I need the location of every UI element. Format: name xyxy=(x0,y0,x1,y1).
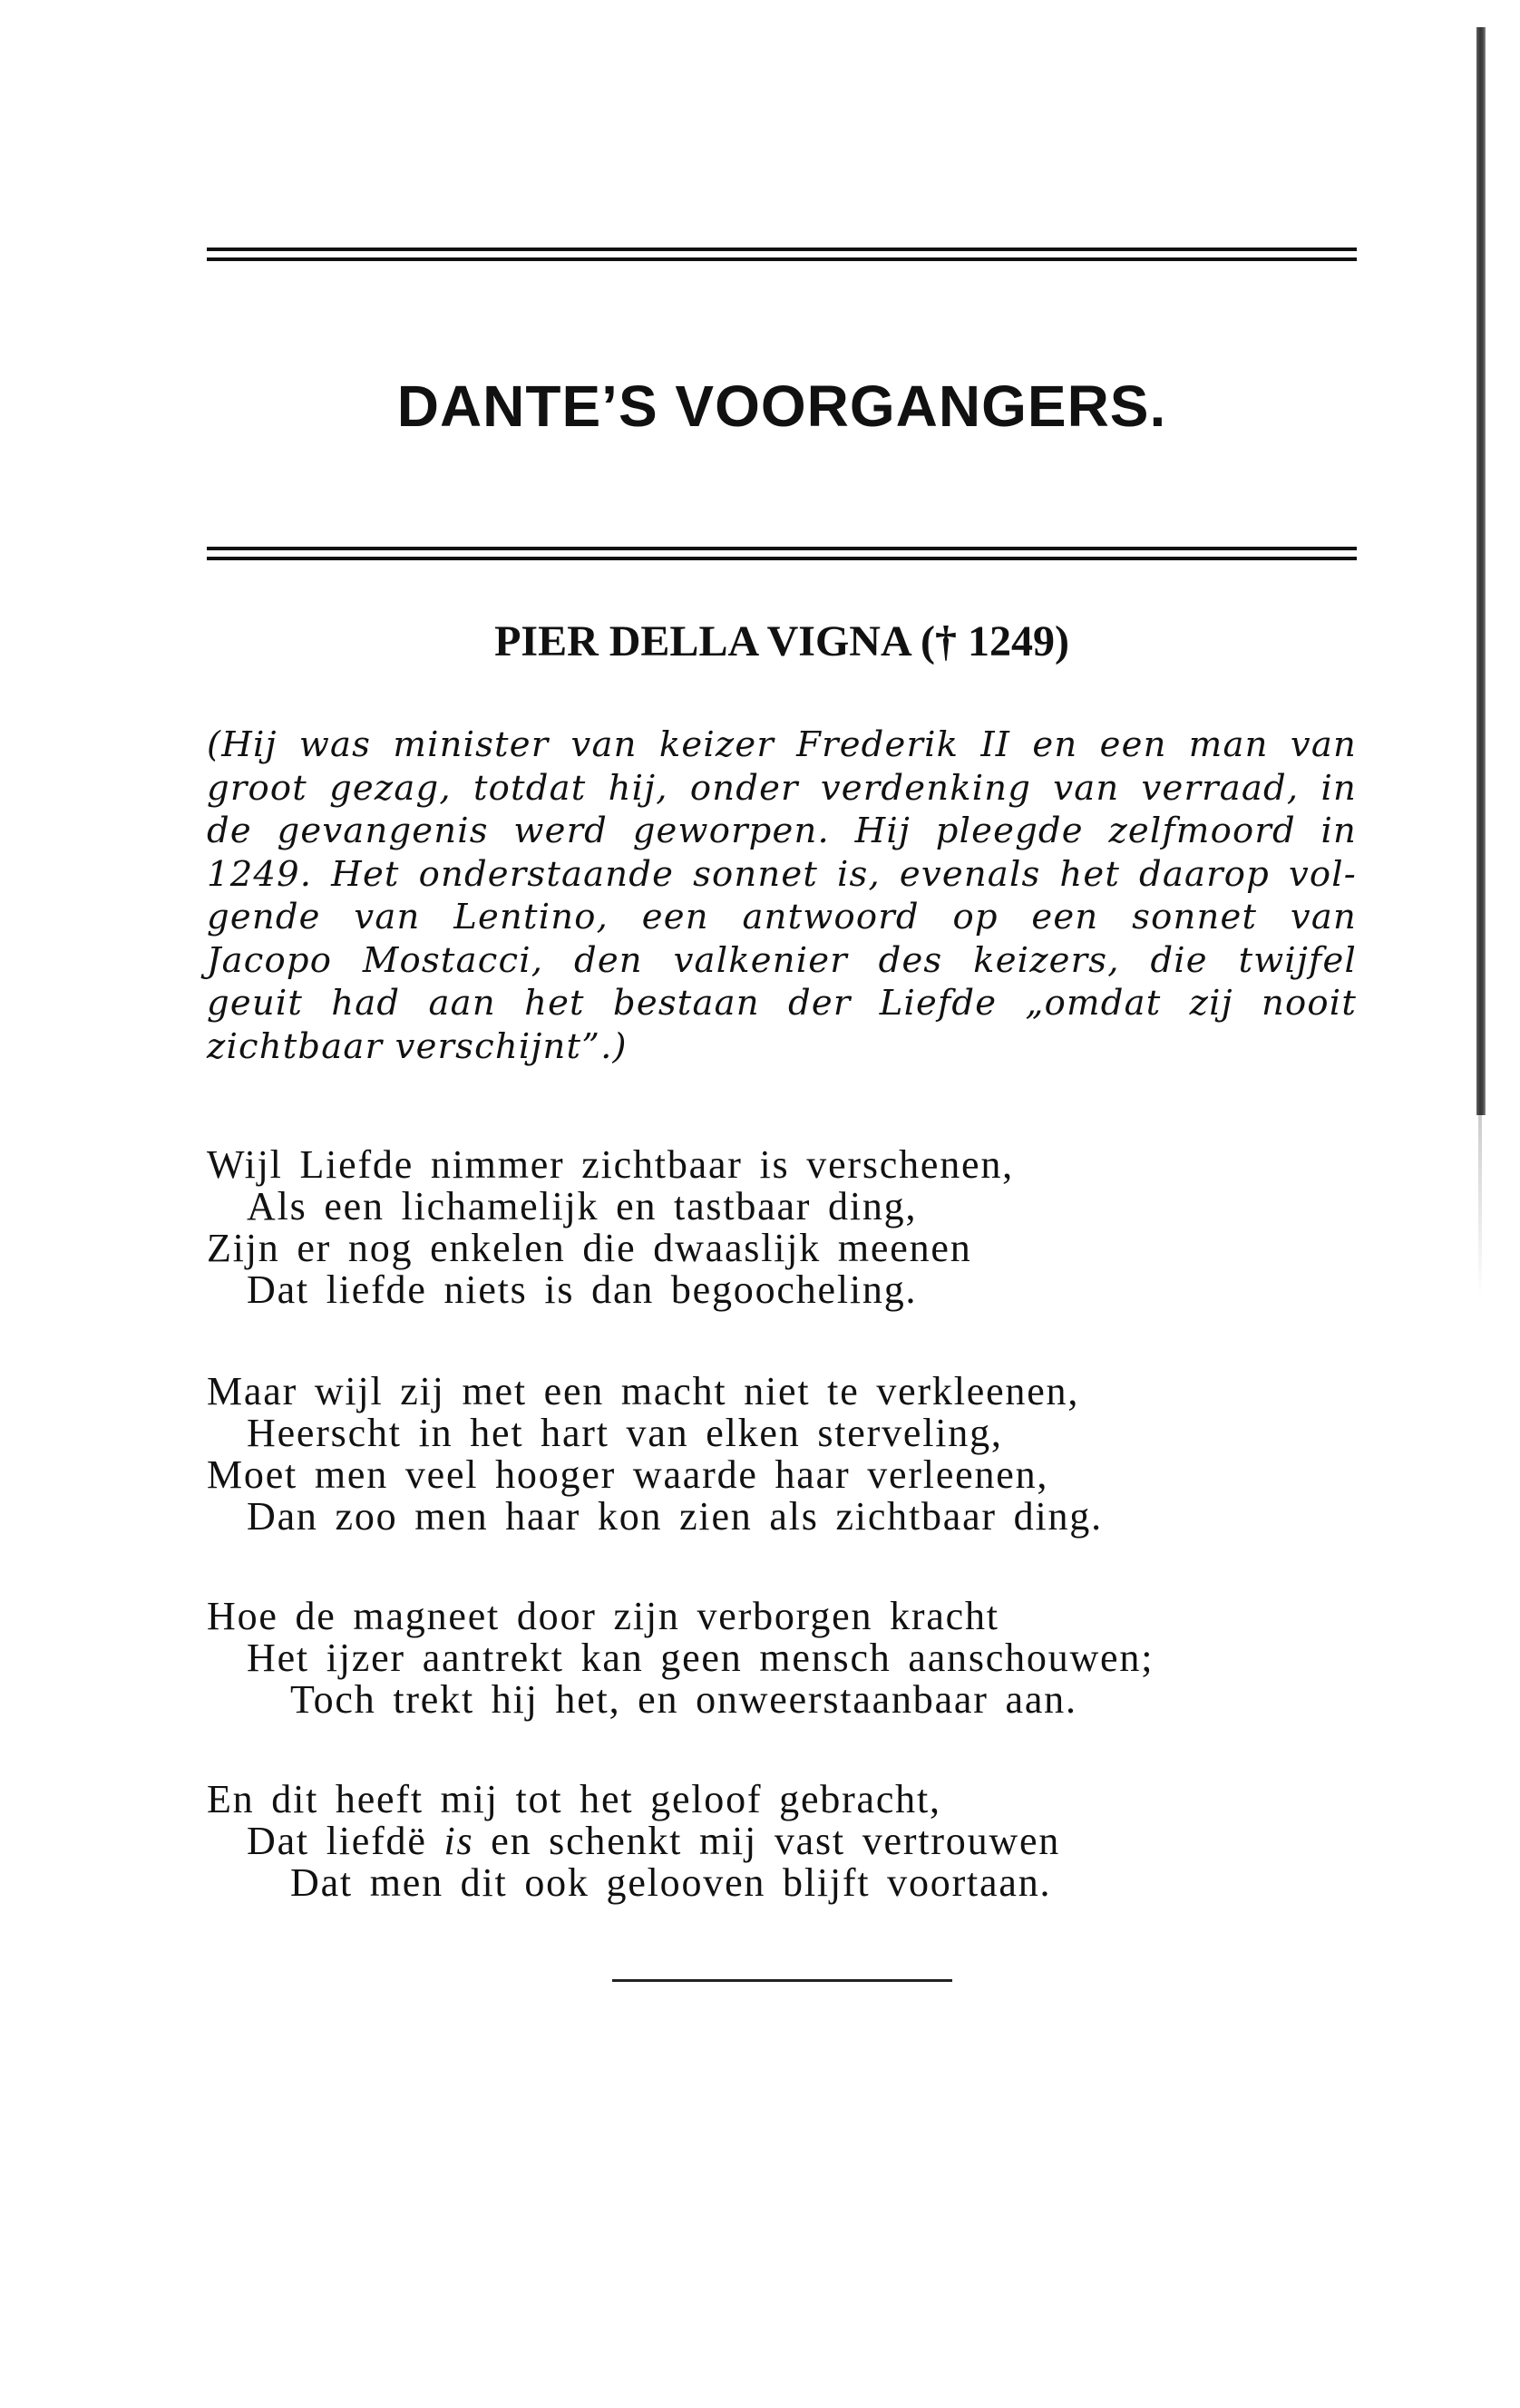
poem-line: Zijn er nog enkelen die dwaaslijk meenen xyxy=(207,1226,972,1270)
end-rule xyxy=(612,1979,952,1982)
top-double-rule xyxy=(207,248,1357,264)
poem-line: Dat liefde niets is dan begoocheling. xyxy=(247,1267,918,1312)
poem-line-part: en schenkt mij vast vertrouwen xyxy=(473,1819,1061,1863)
intro-paragraph xyxy=(207,723,1357,1068)
emphasized-word: is xyxy=(443,1819,474,1863)
poem-line: Toch trekt hij het, en onweerstaanbaar aan. xyxy=(290,1677,1077,1722)
poem-stanza-2 xyxy=(207,1371,1357,1538)
intro-line: 1249. Het onderstaande sonnet is, evenals het daarop vol- xyxy=(207,853,1357,895)
intro-line: de gevangenis werd geworpen. Hij pleegde zelfmoord in xyxy=(207,811,1357,851)
intro-line: zichtbaar verschijnt”.) xyxy=(207,1025,628,1067)
middle-double-rule xyxy=(207,547,1357,563)
poem-line: Dat men dit ook gelooven blijft voortaan. xyxy=(290,1860,1052,1905)
poem-line: Maar wijl zij met een macht niet te verkleenen, xyxy=(207,1369,1080,1413)
poem-line xyxy=(207,1821,1357,1862)
binding-edge-shadow xyxy=(1478,1115,1482,1296)
poem-line: Als een lichamelijk en tastbaar ding, xyxy=(247,1184,918,1228)
section-title: PIER DELLA VIGNA († 1249) xyxy=(494,617,1069,665)
poem-line: Dan zoo men haar kon zien als zichtbaar ding. xyxy=(247,1494,1103,1539)
intro-line: (Hij was minister van keizer Frederik II en een man van xyxy=(207,724,1357,765)
poem-stanza-3 xyxy=(207,1596,1357,1721)
poem-line-part: Dat liefdë xyxy=(247,1819,444,1863)
intro-line: Jacopo Mostacci, den valkenier des keizers, die twijfel xyxy=(207,939,1357,981)
binding-edge xyxy=(1476,27,1486,1115)
intro-line: gende van Lentino, een antwoord op een sonnet van xyxy=(207,897,1357,937)
poem-line: Heerscht in het hart van elken sterveling, xyxy=(247,1411,1003,1455)
poem-stanza-1 xyxy=(207,1144,1357,1311)
poem-line: En dit heeft mij tot het geloof gebracht, xyxy=(207,1777,941,1821)
poem-line: Moet men veel hooger waarde haar verleenen, xyxy=(207,1452,1049,1497)
poem-line: Wijl Liefde nimmer zichtbaar is verschenen, xyxy=(207,1142,1014,1187)
intro-line: groot gezag, totdat hij, onder verdenking van verraad, in xyxy=(207,767,1357,809)
poem-stanza-4 xyxy=(207,1779,1357,1904)
page-title: DANTE’S VOORGANGERS. xyxy=(396,374,1167,439)
poem-line: Hoe de magneet door zijn verborgen kracht xyxy=(207,1594,999,1638)
poem-line: Het ijzer aantrekt kan geen mensch aanschouwen; xyxy=(247,1636,1155,1680)
intro-line: geuit had aan het bestaan der Liefde „omdat zij nooit xyxy=(207,983,1357,1024)
